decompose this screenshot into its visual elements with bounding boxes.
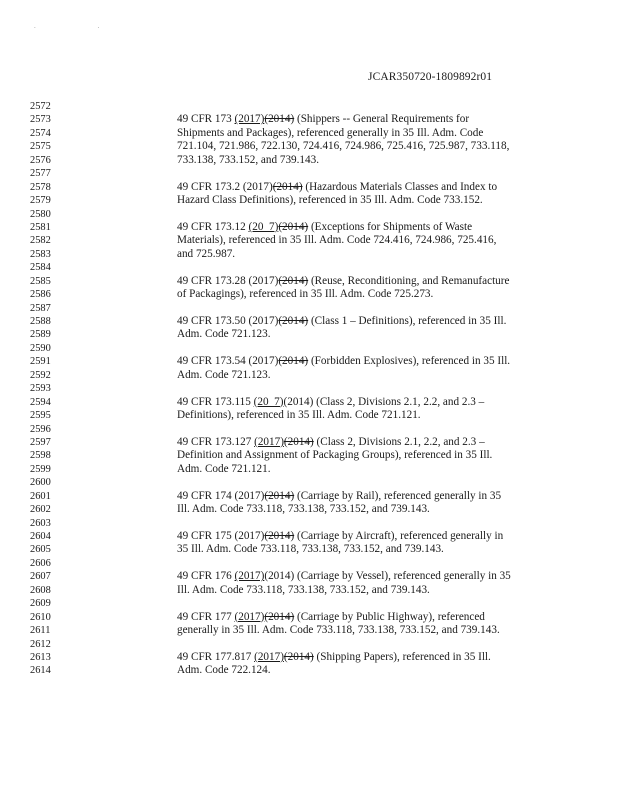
text-segment: 35 Ill. Adm. Code 733.118, 733.138, 733.152, and 739.143. [177, 543, 444, 556]
text-segment: 49 CFR 176 [177, 570, 235, 583]
line-number: 2598 [30, 450, 51, 462]
text-segment: 49 CFR 177 [177, 610, 235, 623]
line-number: 2596 [30, 423, 51, 435]
line-number: 2575 [30, 141, 51, 153]
text-segment: (Shippers -- General Requirements for [294, 113, 470, 126]
deleted-text: (2014) [264, 530, 295, 542]
line-text [177, 664, 271, 677]
document-line [30, 248, 590, 261]
line-number: 2609 [30, 598, 51, 610]
line-number: 2578 [30, 181, 51, 193]
line-number: 2592 [30, 369, 51, 381]
inserted-text: (20_7) [248, 220, 279, 233]
text-segment: Shipments and Packages), referenced generally in 35 Ill. Adm. Code [177, 126, 484, 139]
document-line [30, 409, 590, 422]
line-number: 2595 [30, 410, 51, 422]
line-number: 2582 [30, 235, 51, 247]
line-text [177, 140, 509, 153]
line-number: 2573 [30, 114, 51, 126]
line-number: 2593 [30, 383, 51, 395]
deleted-text: (2014) [264, 489, 295, 502]
text-segment: 49 CFR 173.54 (2017) [177, 355, 279, 368]
document-line [30, 302, 590, 315]
line-number: 2585 [30, 275, 51, 287]
text-segment: (Hazardous Materials Classes and Index to [302, 180, 498, 193]
document-line [30, 664, 590, 677]
text-segment: and 725.987. [177, 247, 236, 260]
text-segment: 49 CFR 173.28 (2017) [177, 274, 279, 287]
deleted-text: (2014) [278, 274, 309, 287]
line-text [177, 449, 492, 462]
line-number: 2604 [30, 531, 51, 542]
text-segment: Hazard Class Definitions), referenced in 35 Ill. Adm. Code 733.152. [177, 194, 483, 207]
text-segment: 733.138, 733.152, and 739.143. [177, 153, 320, 166]
line-number: 2591 [30, 356, 51, 368]
deleted-text: (2014) [264, 113, 295, 126]
document-line [30, 651, 590, 664]
deleted-text: (2014) [283, 650, 314, 663]
line-text [177, 611, 485, 624]
line-number: 2588 [30, 316, 51, 327]
line-number: 2587 [30, 302, 51, 314]
document-line [30, 396, 590, 409]
document-line [30, 140, 590, 153]
line-number: 2594 [30, 396, 51, 408]
text-segment: 49 CFR 173.12 [177, 220, 249, 233]
text-segment: 49 CFR 175 (2017) [177, 530, 265, 542]
line-text [177, 624, 500, 637]
line-number: 2599 [30, 463, 51, 475]
text-segment: (Class 2, Divisions 2.1, 2.2, and 2.3 – [313, 435, 485, 448]
text-segment: 49 CFR 173.2 (2017) [177, 180, 273, 193]
document-line [30, 543, 590, 556]
document-line [30, 476, 590, 489]
line-number: 2614 [30, 665, 51, 677]
inserted-text: (2017) [254, 650, 284, 663]
text-segment: (Reuse, Reconditioning, and Remanufacture [308, 274, 510, 287]
line-number: 2613 [30, 651, 51, 663]
text-segment: (Carriage by Public Highway), referenced [294, 610, 485, 623]
document-line [30, 315, 590, 328]
deleted-text: (2014) [278, 355, 309, 368]
line-number: 2597 [30, 436, 51, 448]
line-number: 2584 [30, 262, 51, 274]
document-line [30, 167, 590, 180]
document-line [30, 463, 590, 476]
document-line [30, 382, 590, 395]
document-line [30, 638, 590, 651]
text-segment: of Packagings), referenced in 35 Ill. Adm. Code 725.273. [177, 288, 434, 301]
document-line [30, 597, 590, 610]
document-line [30, 503, 590, 516]
text-segment: (Class 1 – Definitions), referenced in 35 Ill. [308, 315, 507, 327]
document-line [30, 342, 590, 355]
line-text [177, 154, 319, 167]
inserted-text: (2017) [234, 610, 265, 623]
deleted-text: (2014) [264, 610, 295, 623]
document-line [30, 181, 590, 194]
line-number: 2579 [30, 195, 51, 207]
text-segment: Definitions), referenced in 35 Ill. Adm. Code 721.121. [177, 409, 421, 422]
line-text [177, 221, 472, 234]
line-number: 2611 [30, 625, 51, 637]
line-text [177, 409, 421, 422]
text-segment: Ill. Adm. Code 733.118, 733.138, 733.152, and 739.143. [177, 503, 430, 516]
line-text [177, 113, 469, 126]
line-text [177, 503, 430, 516]
line-number: 2610 [30, 611, 51, 623]
document-line [30, 436, 590, 449]
text-segment: 721.104, 721.986, 722.130, 724.416, 724.986, 725.416, 725.987, 733.118, [177, 140, 510, 153]
document-line [30, 369, 590, 382]
line-text [177, 194, 483, 207]
line-number: 2572 [30, 101, 51, 112]
document-line [30, 288, 590, 301]
line-text [177, 530, 503, 543]
line-number: 2590 [30, 342, 51, 354]
line-number: 2607 [30, 571, 51, 583]
document-body [30, 100, 590, 678]
line-number: 2600 [30, 477, 51, 489]
line-text [177, 490, 501, 503]
text-segment: (Carriage by Aircraft), referenced generally in [294, 530, 504, 542]
text-segment: Adm. Code 721.121. [177, 462, 271, 475]
line-number: 2601 [30, 490, 51, 502]
line-number: 2574 [30, 127, 51, 139]
line-number: 2580 [30, 208, 51, 220]
document-line [30, 530, 590, 543]
text-segment: (2014) (Carriage by Vessel), referenced generally in 35 [264, 570, 511, 583]
document-line [30, 113, 590, 126]
document-line [30, 449, 590, 462]
line-number: 2583 [30, 248, 51, 260]
text-segment: 49 CFR 174 (2017) [177, 489, 265, 502]
text-segment: 49 CFR 173 [177, 113, 235, 126]
document-line [30, 611, 590, 624]
document-line [30, 355, 590, 368]
text-segment: Adm. Code 722.124. [177, 664, 271, 677]
line-number: 2576 [30, 154, 51, 166]
deleted-text: (2014) [272, 180, 303, 193]
text-segment: Materials), referenced in 35 Ill. Adm. Code 724.416, 724.986, 725.416, [177, 234, 497, 247]
line-text [177, 355, 510, 368]
text-segment: (2014) (Class 2, Divisions 2.1, 2.2, and 2.3 – [283, 395, 485, 408]
document-line [30, 208, 590, 221]
line-number: 2603 [30, 517, 51, 529]
line-number: 2581 [30, 221, 51, 233]
line-text [177, 651, 491, 664]
text-segment: 49 CFR 173.115 [177, 395, 254, 408]
inserted-text: (2017) [234, 113, 265, 126]
document-line [30, 275, 590, 288]
document-id: JCAR350720-1809892r01 [368, 71, 493, 83]
text-segment: Ill. Adm. Code 733.118, 733.138, 733.152, and 739.143. [177, 583, 430, 596]
document-line [30, 624, 590, 637]
inserted-text: (2017) [254, 435, 284, 448]
deleted-text: (2014) [278, 220, 309, 233]
line-text [177, 584, 430, 597]
document-line [30, 570, 590, 583]
line-number: 2608 [30, 584, 51, 596]
text-segment: Definition and Assignment of Packaging Groups), referenced in 35 Ill. [177, 449, 493, 462]
document-line [30, 221, 590, 234]
document-line [30, 584, 590, 597]
text-segment: generally in 35 Ill. Adm. Code 733.118, 733.138, 733.152, and 739.143. [177, 624, 500, 637]
text-segment: Adm. Code 721.123. [177, 368, 271, 381]
document-line [30, 261, 590, 274]
line-text [177, 328, 271, 341]
line-text [177, 127, 483, 140]
document-line [30, 557, 590, 570]
line-number: 2589 [30, 329, 51, 341]
line-text [177, 396, 484, 409]
line-number: 2577 [30, 168, 51, 180]
document-line [30, 328, 590, 341]
line-number: 2612 [30, 638, 51, 650]
line-text [177, 570, 511, 583]
line-text [177, 543, 444, 556]
text-segment: (Carriage by Rail), referenced generally in 35 [294, 489, 502, 502]
line-text [177, 436, 485, 449]
document-line [30, 490, 590, 503]
document-line [30, 423, 590, 436]
line-number: 2602 [30, 504, 51, 516]
document-line [30, 194, 590, 207]
line-number: 2606 [30, 557, 51, 569]
text-segment: 49 CFR 173.50 (2017) [177, 315, 279, 327]
inserted-text: (2017) [234, 570, 265, 583]
line-text [177, 288, 433, 301]
line-text [177, 369, 271, 382]
scan-specks: . . [34, 22, 130, 30]
inserted-text: (20_7) [253, 395, 284, 408]
text-segment: (Exceptions for Shipments of Waste [308, 220, 473, 233]
text-segment: (Forbidden Explosives), referenced in 35 Ill. [308, 355, 511, 368]
line-number: 2605 [30, 544, 51, 556]
document-line [30, 100, 590, 113]
deleted-text: (2014) [278, 315, 309, 327]
line-text [177, 275, 509, 288]
text-segment: 49 CFR 173.127 [177, 435, 255, 448]
document-line [30, 234, 590, 247]
text-segment: (Shipping Papers), referenced in 35 Ill. [313, 650, 491, 663]
line-text [177, 315, 506, 328]
text-segment: 49 CFR 177.817 [177, 650, 255, 663]
line-text [177, 248, 235, 261]
line-text [177, 463, 271, 476]
document-line [30, 127, 590, 140]
document-line [30, 517, 590, 530]
line-number: 2586 [30, 289, 51, 301]
line-text [177, 181, 497, 194]
text-segment: Adm. Code 721.123. [177, 328, 271, 341]
deleted-text: (2014) [283, 435, 314, 448]
line-text [177, 234, 496, 247]
document-line [30, 154, 590, 167]
